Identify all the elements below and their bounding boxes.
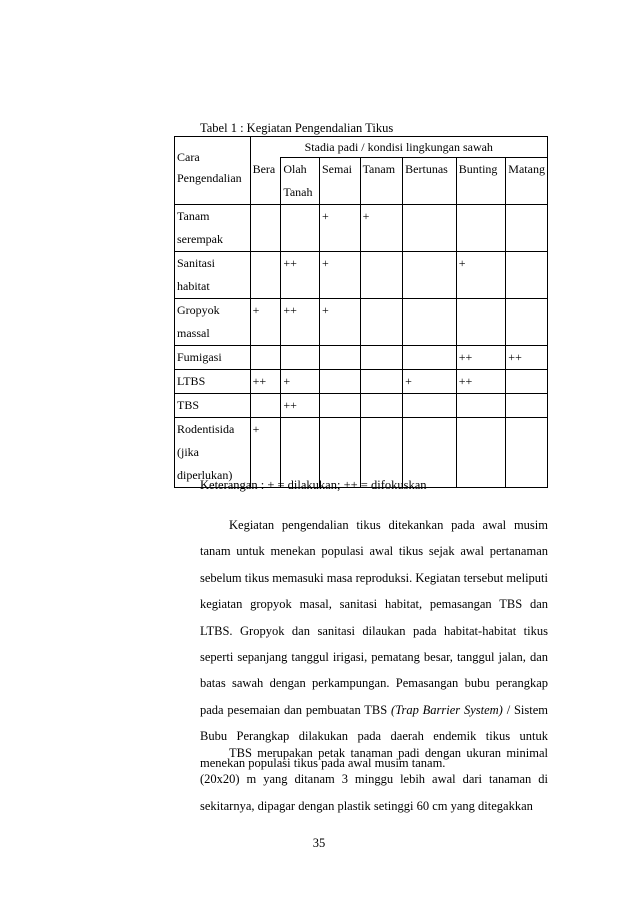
table-cell: + [250,299,281,346]
table-cell [319,394,360,418]
table-cell: ++ [456,346,506,370]
corner-label-line1: Cara [177,150,200,164]
table-caption: Tabel 1 : Kegiatan Pengendalian Tikus [200,121,394,135]
body-paragraph-1 [200,512,548,776]
column-header: Bertunas [403,158,457,205]
table-cell: + [319,205,360,252]
column-header: Olah Tanah [281,158,320,205]
paragraph-2-text: TBS merupakan petak tanaman padi dengan ukuran minimal (20x20) m yang ditanam 3 minggu lebih awal dari tanaman di sekitarnya, dipagar dengan plastik setinggi 60 cm yang ditegakkan [200,746,548,813]
corner-header-cell [175,137,251,205]
paragraph-1-italic-term: (Trap Barrier System) [391,702,503,717]
table-cell [456,394,506,418]
table-cell [281,205,320,252]
row-label: Tanam serempak [175,205,251,252]
row-label: TBS [175,394,251,418]
table-cell: + [250,418,281,488]
body-paragraph-2 [200,740,548,819]
table-cell [403,346,457,370]
column-header: Bera [250,158,281,205]
table-cell: ++ [506,346,548,370]
corner-label-line2: Pengendalian [177,171,242,185]
table-row [175,252,548,299]
table-cell [403,205,457,252]
table-row [175,299,548,346]
table-cell [360,418,403,488]
table-cell [456,299,506,346]
table-cell: ++ [281,394,320,418]
table-cell [319,418,360,488]
table-row [175,394,548,418]
table-cell [403,394,457,418]
table-cell [360,252,403,299]
table-row [175,418,548,488]
table-cell [456,205,506,252]
table-cell [319,370,360,394]
table-cell [360,394,403,418]
rodent-control-table [174,136,548,488]
table-cell [281,418,320,488]
table-cell [250,252,281,299]
table-cell: + [403,370,457,394]
table-cell [506,370,548,394]
table-cell: + [281,370,320,394]
row-label: Fumigasi [175,346,251,370]
table-cell: + [456,252,506,299]
row-label: Gropyok massal [175,299,251,346]
column-header: Matang [506,158,548,205]
table-cell [403,299,457,346]
table-cell [456,418,506,488]
table-row [175,205,548,252]
table-cell [506,394,548,418]
group-header-cell: Stadia padi / kondisi lingkungan sawah [250,137,547,158]
paragraph-1-text: Kegiatan pengendalian tikus ditekankan pada awal musim tanam untuk menekan populasi awal tikus sejak awal pertanaman sebelum tikus memasuki masa reproduksi. Kegiatan tersebut meliputi kegiatan gropyok masal, sanitasi habitat, pemasangan TBS dan LTBS. Gropyok dan sanitasi dilaukan pada habitat-habitat tikus seperti sepanjang tanggul irigasi, pematang besar, tanggul jalan, dan batas sawah dengan perkampungan. Pemasangan bubu perangkap pada pesemaian dan pembuatan TBS [200,518,548,717]
row-label: Sanitasi habitat [175,252,251,299]
paragraph-1-text-end: / Sistem Bubu Perangkap dilakukan pada daerah endemik tikus untuk menekan populasi tikus pada awal musim tanam. [200,702,549,770]
table-cell [506,252,548,299]
column-header: Bunting [456,158,506,205]
table-cell [360,299,403,346]
table-cell: ++ [281,299,320,346]
table-cell [506,299,548,346]
table-cell: + [319,252,360,299]
table-cell: ++ [281,252,320,299]
row-label: LTBS [175,370,251,394]
table-cell [250,394,281,418]
table-cell [319,346,360,370]
table-cell: + [319,299,360,346]
table-cell [506,418,548,488]
column-header: Semai [319,158,360,205]
table-row [175,370,548,394]
row-label: Rodentisida (jika diperlukan) [175,418,251,488]
table-cell [250,205,281,252]
column-header: Tanam [360,158,403,205]
table-cell [506,205,548,252]
table-cell [403,252,457,299]
table-cell: + [360,205,403,252]
table-cell [250,346,281,370]
table-header-row [175,137,548,158]
table-cell: ++ [456,370,506,394]
table-cell [403,418,457,488]
table-row [175,346,548,370]
table-cell: ++ [250,370,281,394]
page-number: 35 [312,836,326,850]
table-legend-note: Keterangan : + = dilakukan; ++ = difokuskan [200,478,427,492]
table-cell [360,370,403,394]
table-cell [281,346,320,370]
table-cell [360,346,403,370]
